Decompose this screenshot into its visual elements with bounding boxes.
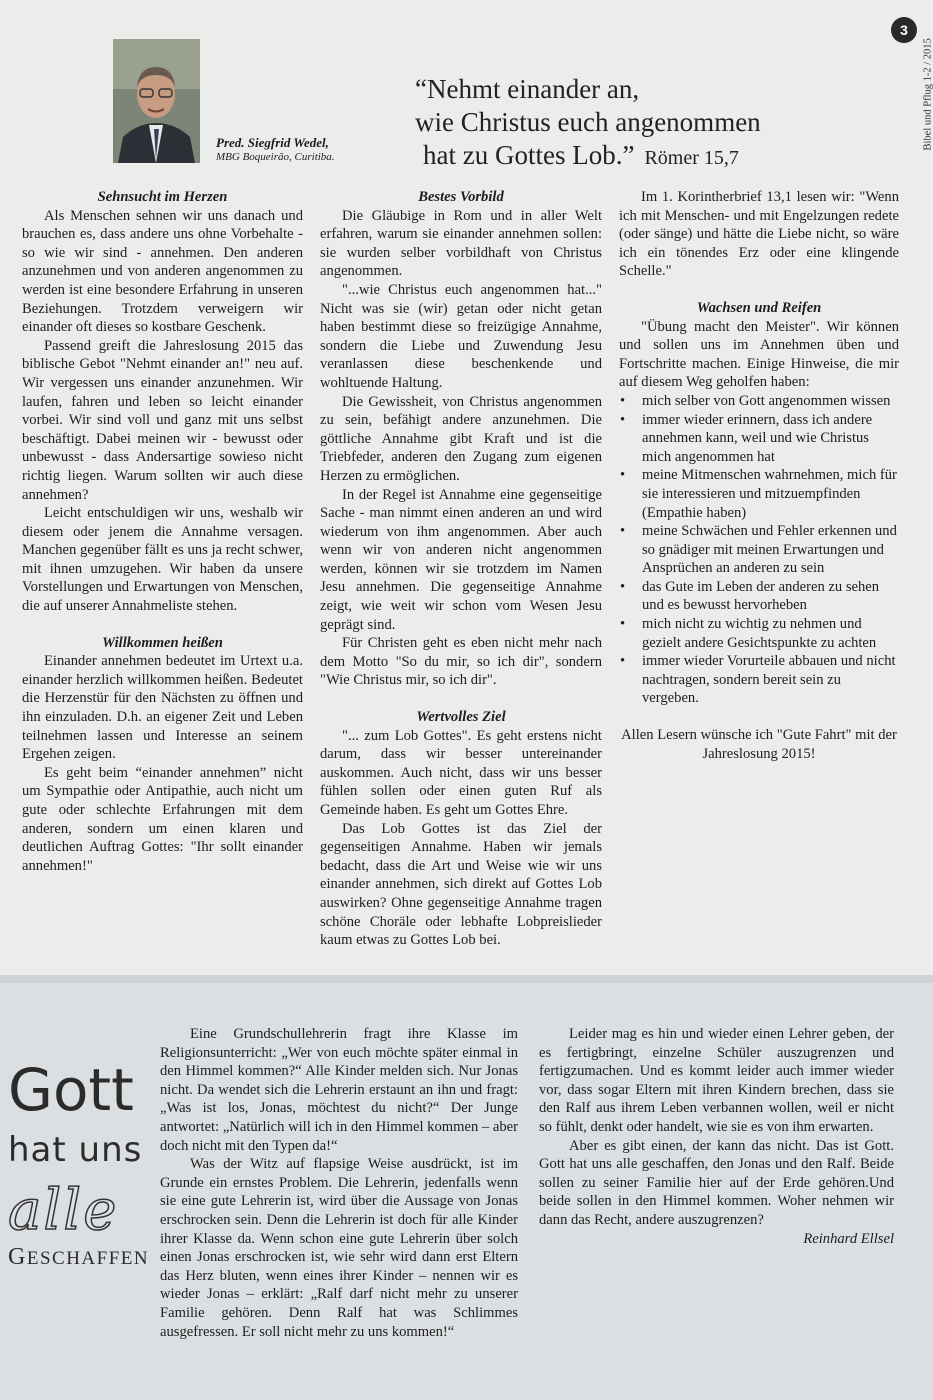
section-heading: Bestes Vorbild [418, 189, 504, 205]
box-title-geschaffen-rest: ESCHAFFEN [26, 1248, 150, 1269]
side-running-title-text: Bibel und Pflug 1-2 / 2015 [922, 38, 933, 151]
quote-line-3 [423, 139, 761, 175]
box-title-geschaffen [8, 1245, 149, 1271]
paragraph: Als Menschen sehnen wir uns danach und brauchen es, dass andere uns ohne Vorbehalte - so wie wir sind - annehmen. Den anderen anzunehmen und von anderen angenommen zu werden ist eine besondere Erfahrung in unseren Beziehungen. Trotzdem verweigern wir einander oft dieses so kostbare Geschenk. [22, 207, 303, 336]
closing-wish: Allen Lesern wünsche ich "Gute Fahrt" mit der Jahreslosung 2015! [621, 727, 897, 762]
headline-quote [410, 73, 761, 175]
paragraph: Passend greift die Jahreslosung 2015 das biblische Gebot "Nehmt einander an!" neu auf. Wir vergessen uns einander anzunehmen. Wir laufen, fahren und leben so leicht einander vorbei. Wir sind voll und ganz mit uns selbst beschäftigt. Dabei meinen wir - bewusst oder unbewusst - dass Andersartige sowieso nicht richtig liegen. Warum sollten wir auch diese annehmen? [22, 337, 303, 503]
quote-line-3-text: hat zu Gottes Lob.” [423, 140, 635, 170]
paragraph: Im 1. Korintherbrief 13,1 lesen wir: "Wenn ich mit Menschen- und mit Engelzungen redete (oder sänge) und hätte die Liebe nicht, so wäre ich ein tönendes Erz oder eine klingende Schelle." [619, 189, 899, 280]
paragraph: Es geht beim “einander annehmen” nicht um Sympathie oder Antipathie, auch nicht um gute oder schlechte Erfahrungen mit dem anderen, sondern um einen klaren und deutlichen Auftrag Gottes: "Ihr sollt einander annehmen!" [22, 764, 303, 874]
section-heading: Wachsen und Reifen [696, 299, 822, 316]
paragraph: Leider mag es hin und wieder einen Lehrer geben, der es fertigbringt, einzelne Schüler auszugrenzen und fertigzumachen. Und es kommt leider auch immer wieder vor, dass sogar Eltern mit ihren Kindern brechen, dass sie den Ralf aus ihrem Leben verbannen wollen, weil er nicht so fühlt, denkt oder handelt, wie sie es von ihm erwarten. [539, 1026, 894, 1135]
paragraph: "... zum Lob Gottes". Es geht erstens nicht darum, dass wir besser untereinander auskommen. Auch nicht, dass wir uns besser fühlen sollen oder einen guten Ruf als Gemeinde haben. Es geht um Gottes Ehre. [320, 727, 602, 818]
paragraph: Das Lob Gottes ist das Ziel der gegenseitigen Annahme. Haben wir jemals bedacht, dass die Art und Weise wie wir uns einander annehmen, sich direkt auf Gottes Lob auswirken? Ohne gegenseitige Annahme tragen schöne Choräle oder lebhafte Lobpreislieder kaum etwas zu Gottes Lob bei. [320, 820, 602, 949]
list-item: • das Gute im Leben der anderen zu sehen und es bewusst hervorheben [619, 578, 899, 615]
side-running-title [918, 40, 932, 160]
paragraph: Aber es gibt einen, der kann das nicht. Das ist Gott. Gott hat uns alle geschaffen, den Jonas und den Ralf. Beide sollen zu seiner Familie hier auf der Erde gehören.Und beide sollen in den Himmel kommen. Woher nehmen wir dann das Recht, andere auszugrenzen? [539, 1137, 894, 1228]
paragraph: Eine Grundschullehrerin fragt ihre Klasse im Religionsunterricht: „Wer von euch möchte später einmal in den Himmel kommen?“ Alle Kinder melden sich. Nur Jonas nicht. Da wendet sich die Lehrerin erstaunt an ihn und fragt: „Was ist los, Jonas, möchtest du nicht?“ Der Junge antwortet: „Natürlich will ich in den Himmel kommen – aber doch nicht mit den Typen da!“ [160, 1026, 518, 1154]
page-number-badge: 3 [891, 17, 917, 43]
box-title-hat-uns: hat uns [8, 1130, 143, 1170]
box-column-1 [160, 1025, 518, 1341]
author-name: Pred. Siegfrid Wedel, [216, 135, 329, 150]
quote-reference: Römer 15,7 [644, 147, 739, 169]
paragraph: Einander annehmen bedeutet im Urtext u.a. einander herzlich willkommen heißen. Bedeutet die Herzenstür für den Nächsten zu öffnen und ihn einzuladen. D.h. an eigener Zeit und Leben teilnehmen lassen und Interesse an seinem Ergehen zeigen. [22, 653, 303, 763]
author-caption [216, 135, 335, 165]
paragraph: Für Christen geht es eben nicht mehr nach dem Motto "So du mir, so ich dir", sondern "Wie Christus mir, so ich dir". [320, 635, 602, 689]
box-title-gott: Gott [8, 1056, 134, 1124]
paragraph: "...wie Christus euch angenommen hat..." Nicht was sie (wir) getan oder nicht getan haben bestimmt diese so freizügige Annahme, sondern die Liebe und Zuwendung Jesu veranlassen diese beschenkende und wohltuende Haltung. [320, 281, 602, 391]
author-church: MBG Boqueirão, Curitiba. [216, 151, 335, 163]
quote-line-2: wie Christus euch angenommen [415, 107, 761, 137]
list-item: • meine Mitmenschen wahrnehmen, mich für sie interessieren und mitzuempfinden (Empathie haben) [619, 466, 899, 522]
paragraph: Leicht entschuldigen wir uns, weshalb wir diesem oder jenem die Annahme versagen. Manchen gegenüber fällt es uns ja recht schwer, mit ihnen umzugehen. Wir haben da unsere Vorstellungen und Erwartungen von Menschen, die auf unserer Annahmeliste stehen. [22, 505, 303, 615]
list-item: • mich nicht zu wichtig zu nehmen und gezielt andere Gesichtspunkte zu achten [619, 615, 899, 652]
list-item: • immer wieder Vorurteile abbauen und nicht nachtragen, sondern bereit sein zu vergeben. [619, 652, 899, 708]
section-heading: Willkommen heißen [102, 634, 223, 651]
paragraph: Was der Witz auf flapsige Weise ausdrückt, ist im Grunde ein ernstes Problem. Die Lehrerin, jedenfalls wenn sie eine gute Lehrerin ist, wird über die Aussage von Jonas erschrocken sein. Denn die Lehrerin ist doch für alle Kinder ihrer Klasse da. Wenn schon eine gute Lehrerin über solch einen Jonas erschrocken ist, wie sehr wird dann erst Eltern das Herz bluten, wenn eines ihrer Kinder – nennen wir es wieder Jonas – erklärt: „Ralf darf nicht mehr zu unserer Familie gehören. Denn Ralf hat was Schlimmes ausgefressen. Er soll nicht mehr zu uns kommen!“ [160, 1156, 518, 1340]
box-divider [0, 975, 933, 983]
author-photo [113, 39, 200, 163]
article-column-1 [22, 188, 303, 875]
paragraph: Die Gläubige in Rom und in aller Welt erfahren, warum sie einander annehmen sollen: sie wurden selber vorbildhaft von Christus angenommen. [320, 207, 602, 280]
paragraph: In der Regel ist Annahme eine gegenseitige Sache - man nimmt einen anderen an und wird wiederum von ihm angenommen. Aber auch wenn wir von anderen nicht angenommen werden, können wir sie trotzdem im Namen Jesu annehmen. Die gegenseitige Annahme zeigt, wie weit wir schon vom Wesen Jesu geprägt sind. [320, 486, 602, 633]
article-column-3 [619, 188, 899, 763]
quote-line-1: “Nehmt einander an, [415, 74, 640, 104]
section-heading: Wertvolles Ziel [416, 709, 506, 726]
box-column-2 [539, 1025, 894, 1248]
article-column-2 [320, 188, 602, 950]
paragraph: Die Gewissheit, von Christus angenommen zu sein, befähigt andere anzunehmen. Die göttliche Annahme gibt Kraft und ist die Triebfeder, anderen den Zugang zum eigenen Herzen zu ermöglichen. [320, 393, 602, 484]
list-item: • meine Schwächen und Fehler erkennen und so gnädiger mit meinen Erwartungen und Ansprüchen an anderen zu sein [619, 522, 899, 578]
list-item: • mich selber von Gott angenommen wissen [619, 392, 899, 411]
section-heading: Sehnsucht im Herzen [97, 189, 228, 205]
box-title-geschaffen-initial: G [8, 1244, 27, 1270]
tips-list [619, 392, 899, 708]
paragraph: "Übung macht den Meister". Wir können und sollen uns im Annehmen üben und Fortschritte machen. Einige Hinweise, die mir auf diesem Weg geholfen haben: [619, 318, 899, 391]
box-title-alle: alle [8, 1178, 119, 1243]
list-item: • immer wieder erinnern, dass ich andere annehmen kann, weil und wie Christus mich angenommen hat [619, 411, 899, 467]
signature: Reinhard Ellsel [803, 1230, 894, 1247]
